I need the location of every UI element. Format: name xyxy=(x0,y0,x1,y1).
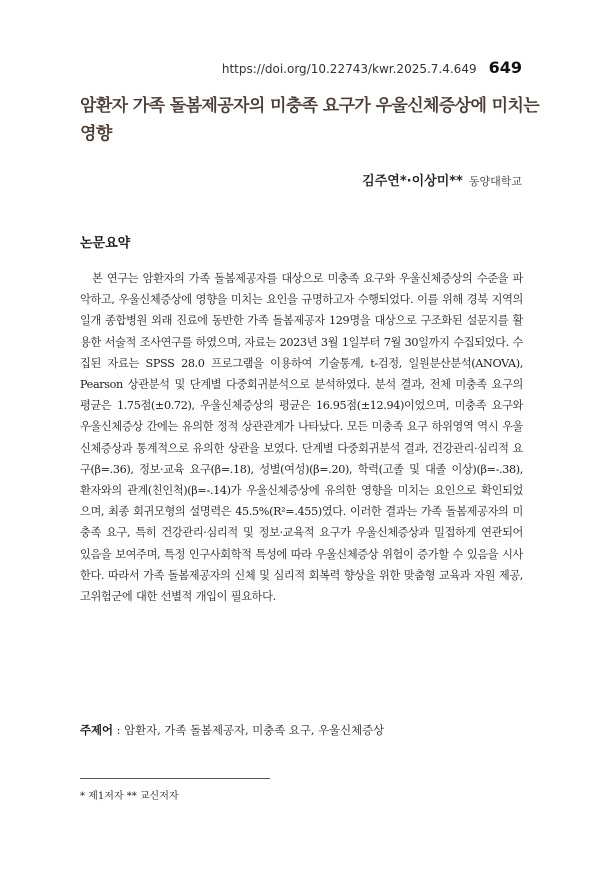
paper-title: 암환자 가족 돌봄제공자의 미충족 요구가 우울신체증상에 미치는 영향 xyxy=(80,96,540,144)
doi-link[interactable]: https://doi.org/10.22743/kwr.2025.7.4.649 xyxy=(221,62,477,76)
footnote: * 제1저자 ** 교신저자 xyxy=(80,791,179,802)
abstract-body: 본 연구는 암환자의 가족 돌봄제공자를 대상으로 미충족 요구와 우울신체증상의 수준을 파악하고, 우울신체증상에 영향을 미치는 요인을 규명하고자 수행되었다. 이를 위해 경북 지역의 일개 종합병원 외래 진료에 동반한 가족 돌봄제공자 129명을 대상으로 구조화된 설문지를 활용한 서술적 조사연구를 하였으며, 자료는 2023년 3월 1일부터 7월 30일까지 수집되었다. 수집된 자료는 SPSS 28.0 프로그램을 이용하여 기술통계, t-검정, 일원분산분석(ANOVA), Pearson 상관분석 및 단계별 다중회귀분석으로 분석하였다. 분석 결과, 전체 미충족 요구의 평균은 1.75점(±0.72), 우울신체증상의 평균은 16.95점(±12.94)이었으며, 미충족 요구와 우울신체증상 간에는 유의한 정적 상관관계가 나타났다. 모든 미충족 요구 하위영역 역시 우울신체증상과 통계적으로 유의한 상관을 보였다. 단계별 다중회귀분석 결과, 건강관리·심리적 요구(β=.36), 정보·교육 요구(β=.18), 성별(여성)(β=.20), 학력(고졸 및 대졸 이상)(β=-.38), 환자와의 관계(친인척)(β=-.14)가 우울신체증상에 유의한 영향을 미치는 요인으로 확인되었으며, 최종 회귀모형의 설명력은 45.5%(R²=.455)였다. 이러한 결과는 가족 돌봄제공자의 미충족 요구, 특히 건강관리·심리적 및 정보·교육적 요구가 우울신체증상과 밀접하게 연관되어 있음을 보여주며, 특정 인구사회학적 특성에 따라 우울신체증상 위험이 증가할 수 있음을 시사한다. 따라서 가족 돌봄제공자의 신체 및 심리적 회복력 향상을 위한 맞춤형 교육과 자원 제공, 고위험군에 대한 선별적 개입이 필요하다. xyxy=(80,272,523,604)
keywords-label: 주제어 xyxy=(80,723,114,737)
running-header xyxy=(222,58,522,77)
keywords-values: 암환자, 가족 돌봄제공자, 미충족 요구, 우울신체증상 xyxy=(124,723,385,737)
author-line xyxy=(362,170,522,189)
author-affiliation: 동양대학교 xyxy=(468,175,522,188)
abstract-heading: 논문요약 xyxy=(80,236,131,251)
keywords-line xyxy=(80,722,523,738)
page-number: 649 xyxy=(488,58,522,77)
keywords-separator: : xyxy=(113,723,125,737)
author-names: 김주연*·이상미** xyxy=(362,174,463,189)
footnote-divider xyxy=(80,778,270,779)
